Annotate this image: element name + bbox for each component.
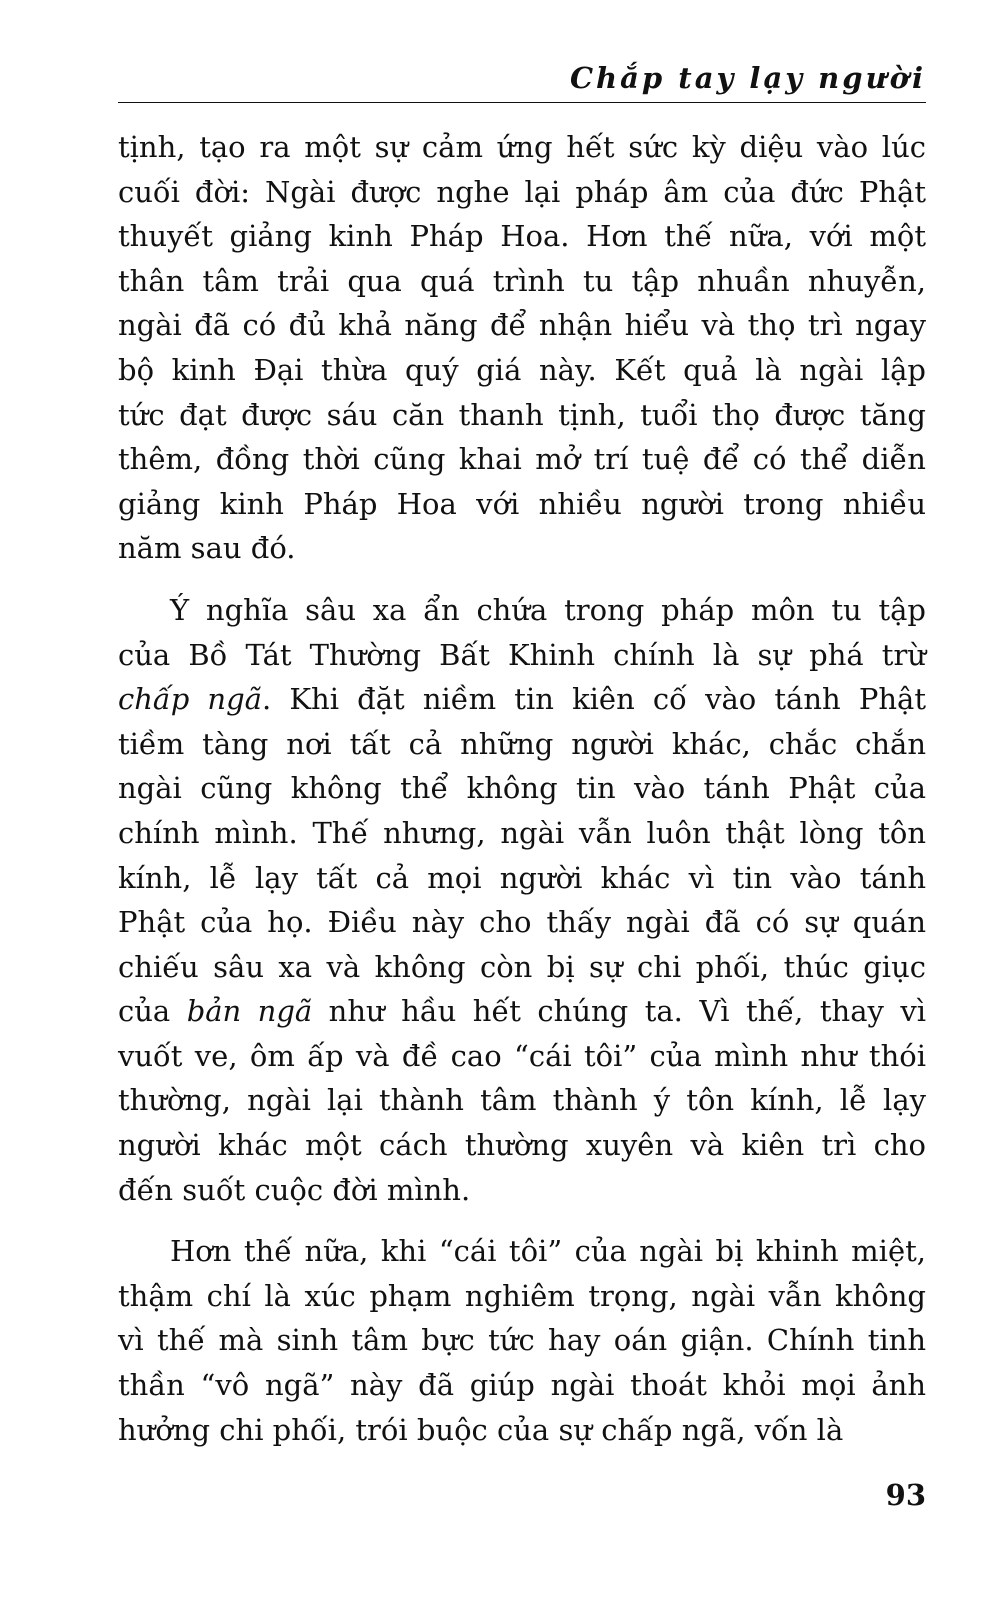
text-line: chấp ngã. Khi đặt niềm tin kiên cố vào tánh Phật [118,682,926,717]
text-line: bộ kinh Đại thừa quý giá này. Kết quả là ngài lập [118,352,926,387]
text-line: chiếu sâu xa và không còn bị sự chi phối, thúc giục [118,949,926,984]
body-text [118,125,926,1452]
text-line: kính, lễ lạy tất cả mọi người khác vì tin vào tánh [118,860,926,895]
text-line: vì thế mà sinh tâm bực tức hay oán giận. Chính tinh [118,1323,926,1358]
text-line: thần “vô ngã” này đã giúp ngài thoát khỏi mọi ảnh [118,1368,926,1403]
italic-term: bản ngã [186,994,313,1029]
text-line: thân tâm trải qua quá trình tu tập nhuần nhuyễn, [118,263,926,298]
text-line: của bản ngã như hầu hết chúng ta. Vì thế, thay vì [118,994,926,1029]
paragraph [118,588,926,1212]
running-title: Chắp tay lạy người [569,61,926,95]
text-line: vuốt ve, ôm ấp và đề cao “cái tôi” của mình như thói [118,1038,926,1073]
italic-term: chấp ngã [118,682,262,717]
text-line: cuối đời: Ngài được nghe lại pháp âm của đức Phật [118,174,926,209]
text-line: giảng kinh Pháp Hoa với nhiều người trong nhiều [118,486,926,521]
text-line: năm sau đó. [118,531,296,566]
text-line: ngài cũng không thể không tin vào tánh Phật của [118,771,926,806]
text-line: tiềm tàng nơi tất cả những người khác, chắc chắn [118,726,926,761]
text-line: ngài đã có đủ khả năng để nhận hiểu và thọ trì ngay [118,308,926,343]
text-line: thường, ngài lại thành tâm thành ý tôn kính, lễ lạy [118,1083,926,1118]
text-line: người khác một cách thường xuyên và kiên trì cho [118,1128,926,1163]
running-header [118,54,926,103]
text-line: Hơn thế nữa, khi “cái tôi” của ngài bị khinh miệt, [170,1234,926,1269]
text-line: hưởng chi phối, trói buộc của sự chấp ngã, vốn là [118,1412,844,1447]
text-line: tức đạt được sáu căn thanh tịnh, tuổi thọ được tăng [118,397,926,432]
paragraph [118,125,926,571]
paragraph-gap [118,571,926,588]
page-number: 93 [885,1478,926,1512]
text-line: chính mình. Thế nhưng, ngài vẫn luôn thật lòng tôn [118,815,926,850]
paragraph-gap [118,1212,926,1229]
paragraph [118,1229,926,1452]
text-line: thuyết giảng kinh Pháp Hoa. Hơn thế nữa, với một [118,219,926,254]
text-line: của Bồ Tát Thường Bất Khinh chính là sự phá trừ [118,637,926,672]
text-line: đến suốt cuộc đời mình. [118,1172,471,1207]
text-line: Ý nghĩa sâu xa ẩn chứa trong pháp môn tu tập [170,592,926,627]
text-line: thêm, đồng thời cũng khai mở trí tuệ để có thể diễn [118,442,926,477]
text-line: tịnh, tạo ra một sự cảm ứng hết sức kỳ diệu vào lúc [118,130,926,164]
text-line: Phật của họ. Điều này cho thấy ngài đã có sự quán [118,905,926,940]
text-line: thậm chí là xúc phạm nghiêm trọng, ngài vẫn không [118,1278,926,1313]
